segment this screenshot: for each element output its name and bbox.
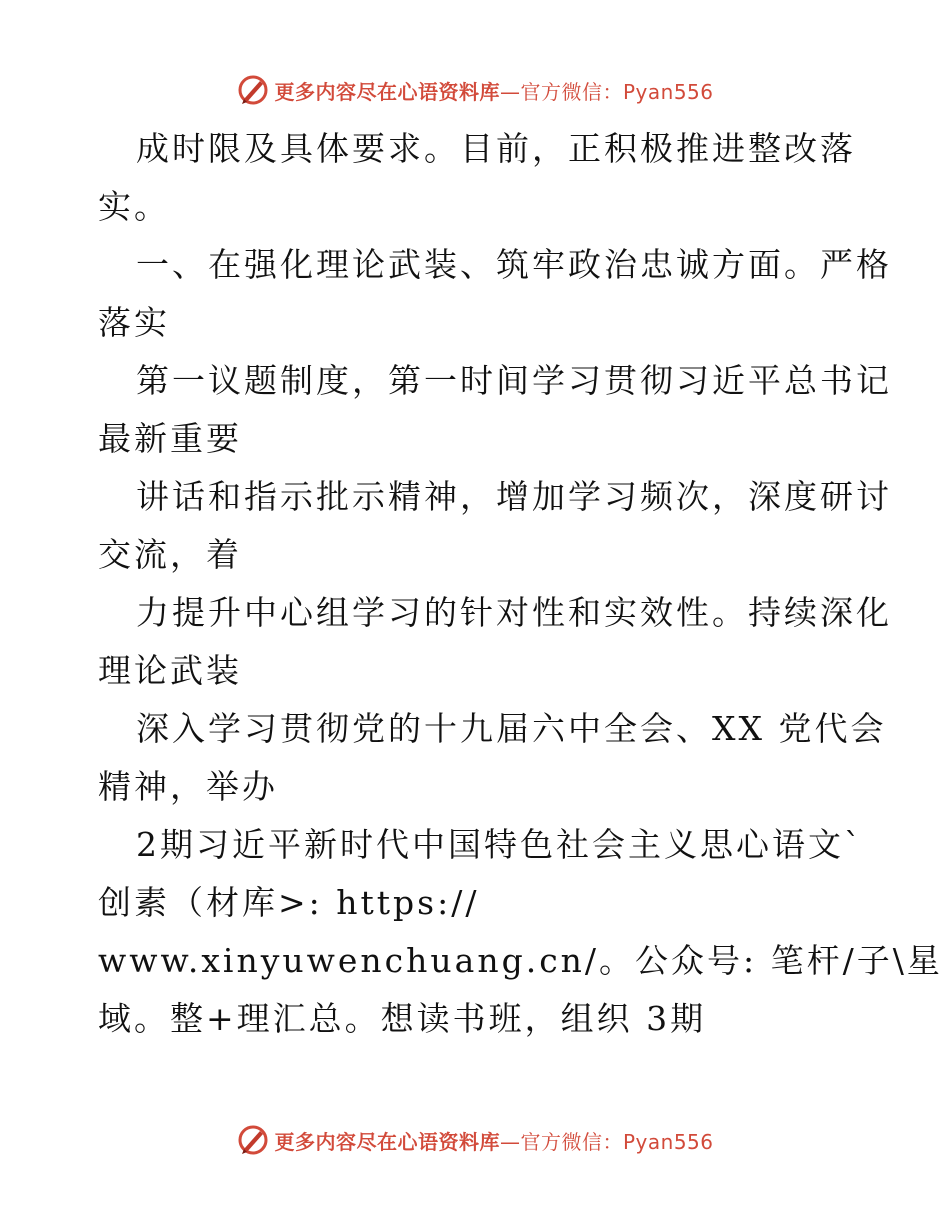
- body-line: 一、在强化理论武装、筑牢政治忠诚方面。严格: [136, 245, 892, 284]
- body-line: 交流，着: [98, 535, 242, 574]
- body-line: 精神，举办: [98, 767, 278, 806]
- header-banner: [0, 68, 950, 112]
- body-line: 落实: [98, 303, 170, 342]
- footer-brand-text: 更多内容尽在心语资料库: [274, 1129, 500, 1154]
- body-line: 第一议题制度，第一时间学习贯彻习近平总书记: [136, 361, 892, 400]
- body-line: 理论武装: [98, 651, 242, 690]
- pen-circle-logo-icon: [236, 1123, 270, 1157]
- body-line: www.xinyuwenchuang.cn/。公众号: 笔杆/子\星: [98, 941, 943, 980]
- header-dash: —: [499, 79, 521, 104]
- pen-circle-logo-icon: [236, 73, 270, 107]
- body-line: 讲话和指示批示精神，增加学习频次，深度研讨: [136, 477, 892, 516]
- footer-banner: [0, 1118, 950, 1162]
- header-brand-text: 更多内容尽在心语资料库: [274, 79, 500, 104]
- body-line: 成时限及具体要求。目前，正积极推进整改落: [136, 129, 856, 168]
- body-line: 深入学习贯彻党的十九届六中全会、XX 党代会: [136, 709, 887, 748]
- body-line: 域。整+理汇总。想读书班，组织 3期: [98, 999, 707, 1038]
- body-line: 力提升中心组学习的针对性和实效性。持续深化: [136, 593, 892, 632]
- footer-dash: —: [499, 1129, 521, 1154]
- body-line: 实。: [98, 187, 170, 226]
- body-line: 创素（材库>: https://: [98, 883, 480, 922]
- footer-wechat-id: Pyan556: [622, 1129, 714, 1154]
- header-wechat-id: Pyan556: [622, 79, 714, 104]
- body-line: 2期习近平新时代中国特色社会主义思心语文`: [136, 825, 864, 864]
- body-line: 最新重要: [98, 419, 242, 458]
- header-text: [274, 76, 713, 105]
- footer-official-text: 官方微信：: [520, 1129, 623, 1154]
- footer-text: [274, 1126, 713, 1155]
- header-official-text: 官方微信：: [520, 79, 623, 104]
